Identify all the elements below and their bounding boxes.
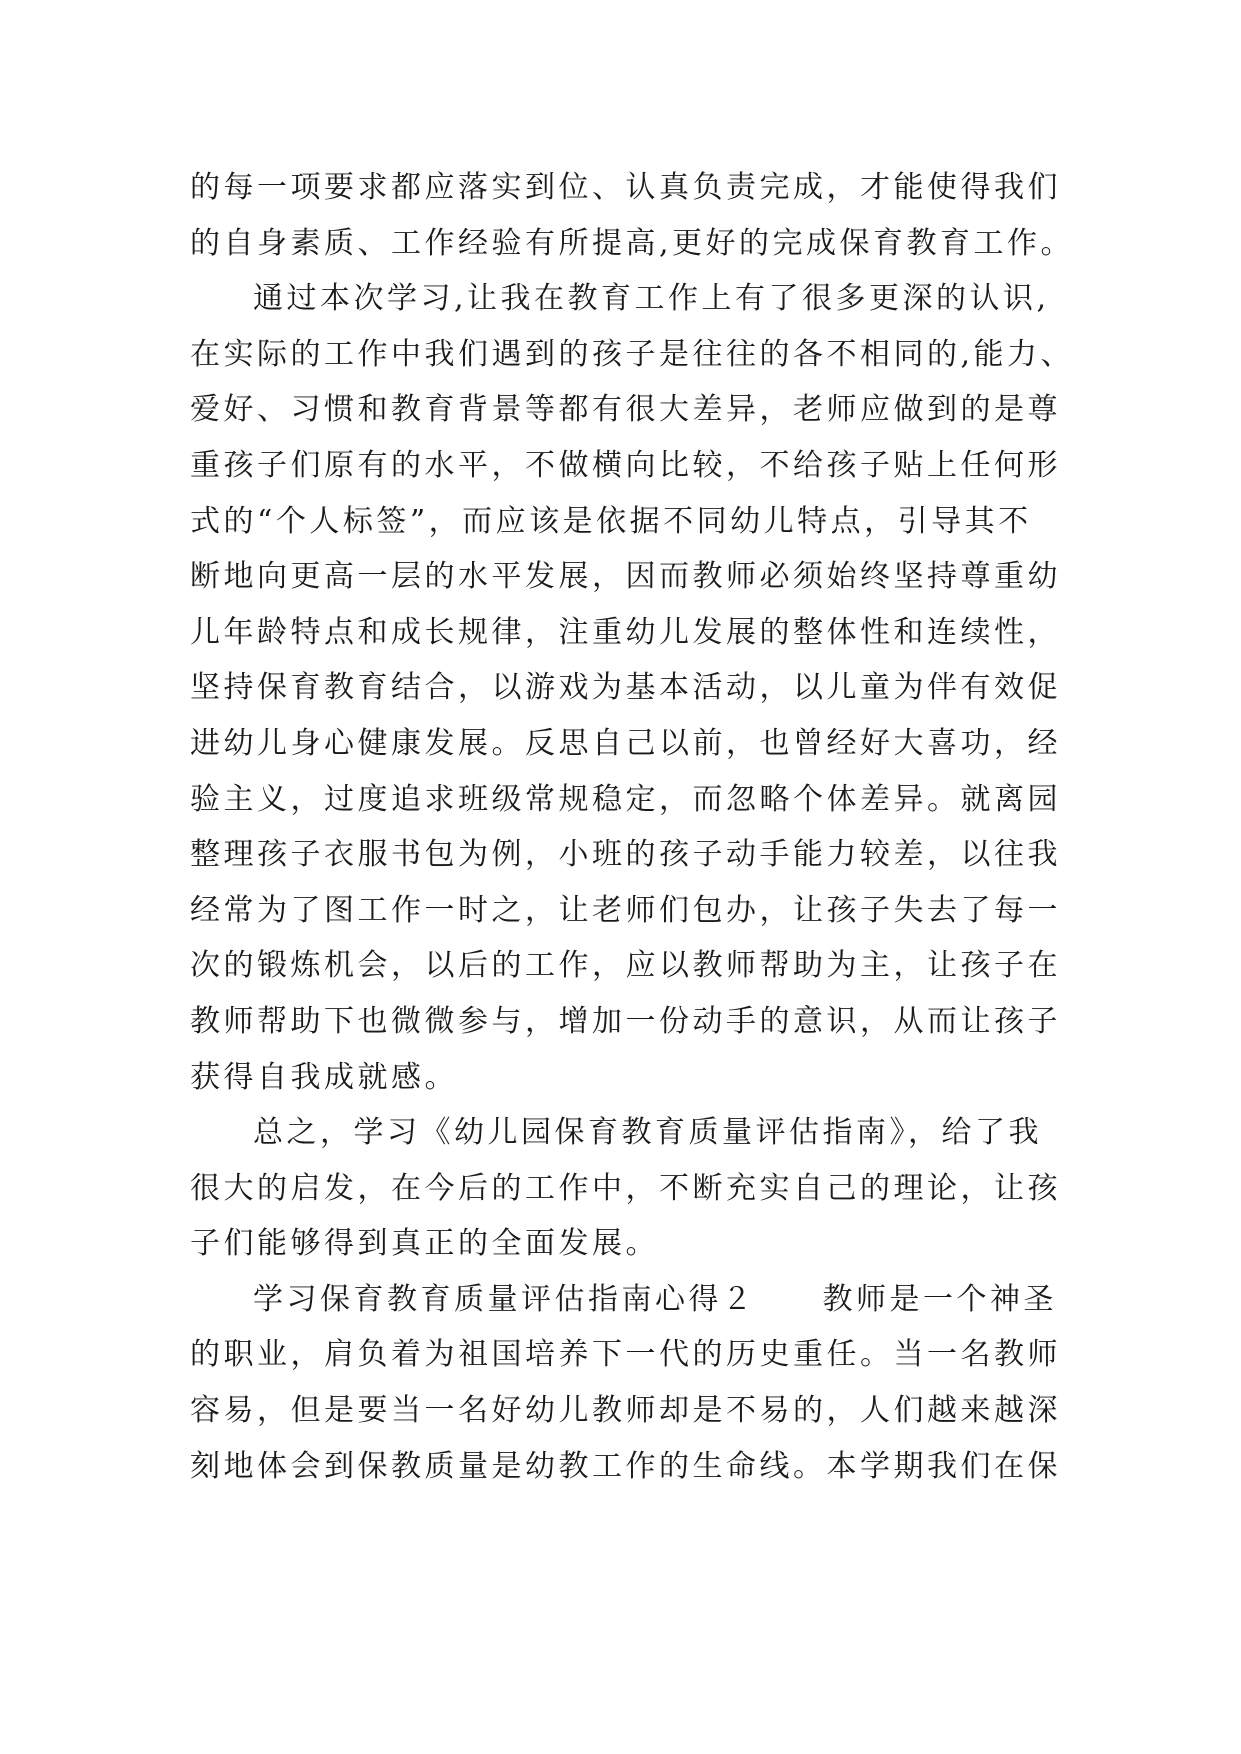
text-line: 获得自我成就感。 — [190, 1059, 458, 1095]
text-line: 爱好、习惯和教育背景等都有很大差异，老师应做到的是尊 — [190, 392, 1061, 428]
text-line: 重孩子们原有的水平，不做横向比较，不给孩子贴上任何形 — [190, 447, 1061, 483]
text-line: 儿年龄特点和成长规律，注重幼儿发展的整体性和连续性， — [190, 614, 1061, 650]
text-line: 的职业，肩负着为祖国培养下一代的历史重任。当一名教师 — [190, 1337, 1061, 1373]
paragraph-start-line: 通过本次学习,让我在教育工作上有了很多更深的认识, — [253, 281, 1050, 317]
text-line: 整理孩子衣服书包为例，小班的孩子动手能力较差，以往我 — [190, 837, 1061, 873]
text-line: 进幼儿身心健康发展。反思自己以前，也曾经好大喜功，经 — [190, 725, 1061, 761]
text-line: 子们能够得到真正的全面发展。 — [190, 1226, 659, 1262]
text-line: 的自身素质、工作经验有所提高,更好的完成保育教育工作。 — [190, 225, 1075, 261]
text-line: 在实际的工作中我们遇到的孩子是往往的各不相同的,能力、 — [190, 336, 1075, 372]
text-line: 的每一项要求都应落实到位、认真负责完成，才能使得我们 — [190, 170, 1061, 205]
text-line: 很大的启发，在今后的工作中，不断充实自己的理论，让孩 — [190, 1170, 1061, 1206]
text-line: 断地向更高一层的水平发展，因而教师必须始终坚持尊重幼 — [190, 559, 1061, 595]
text-line: 验主义，过度追求班级常规稳定，而忽略个体差异。就离园 — [190, 781, 1061, 817]
text-line: 经常为了图工作一时之，让老师们包办，让孩子失去了每一 — [190, 892, 1061, 928]
text-line: 坚持保育教育结合，以游戏为基本活动，以儿童为伴有效促 — [190, 670, 1061, 706]
text-line: 容易，但是要当一名好幼儿教师却是不易的，人们越来越深 — [190, 1393, 1061, 1429]
text-line: 教师帮助下也微微参与，增加一份动手的意识，从而让孩子 — [190, 1003, 1061, 1039]
paragraph-start-line: 总之，学习《幼儿园保育教育质量评估指南》，给了我 — [253, 1115, 1042, 1151]
section-heading-line: 学习保育教育质量评估指南心得２ 教师是一个神圣 — [253, 1281, 1057, 1317]
text-line: 刻地体会到保教质量是幼教工作的生命线。本学期我们在保 — [190, 1448, 1061, 1484]
text-line: 式的“个人标签”，而应该是依据不同幼儿特点，引导其不 — [190, 503, 1032, 539]
text-line: 次的锻炼机会，以后的工作，应以教师帮助为主，让孩子在 — [190, 948, 1061, 984]
body-text — [190, 160, 1075, 1494]
